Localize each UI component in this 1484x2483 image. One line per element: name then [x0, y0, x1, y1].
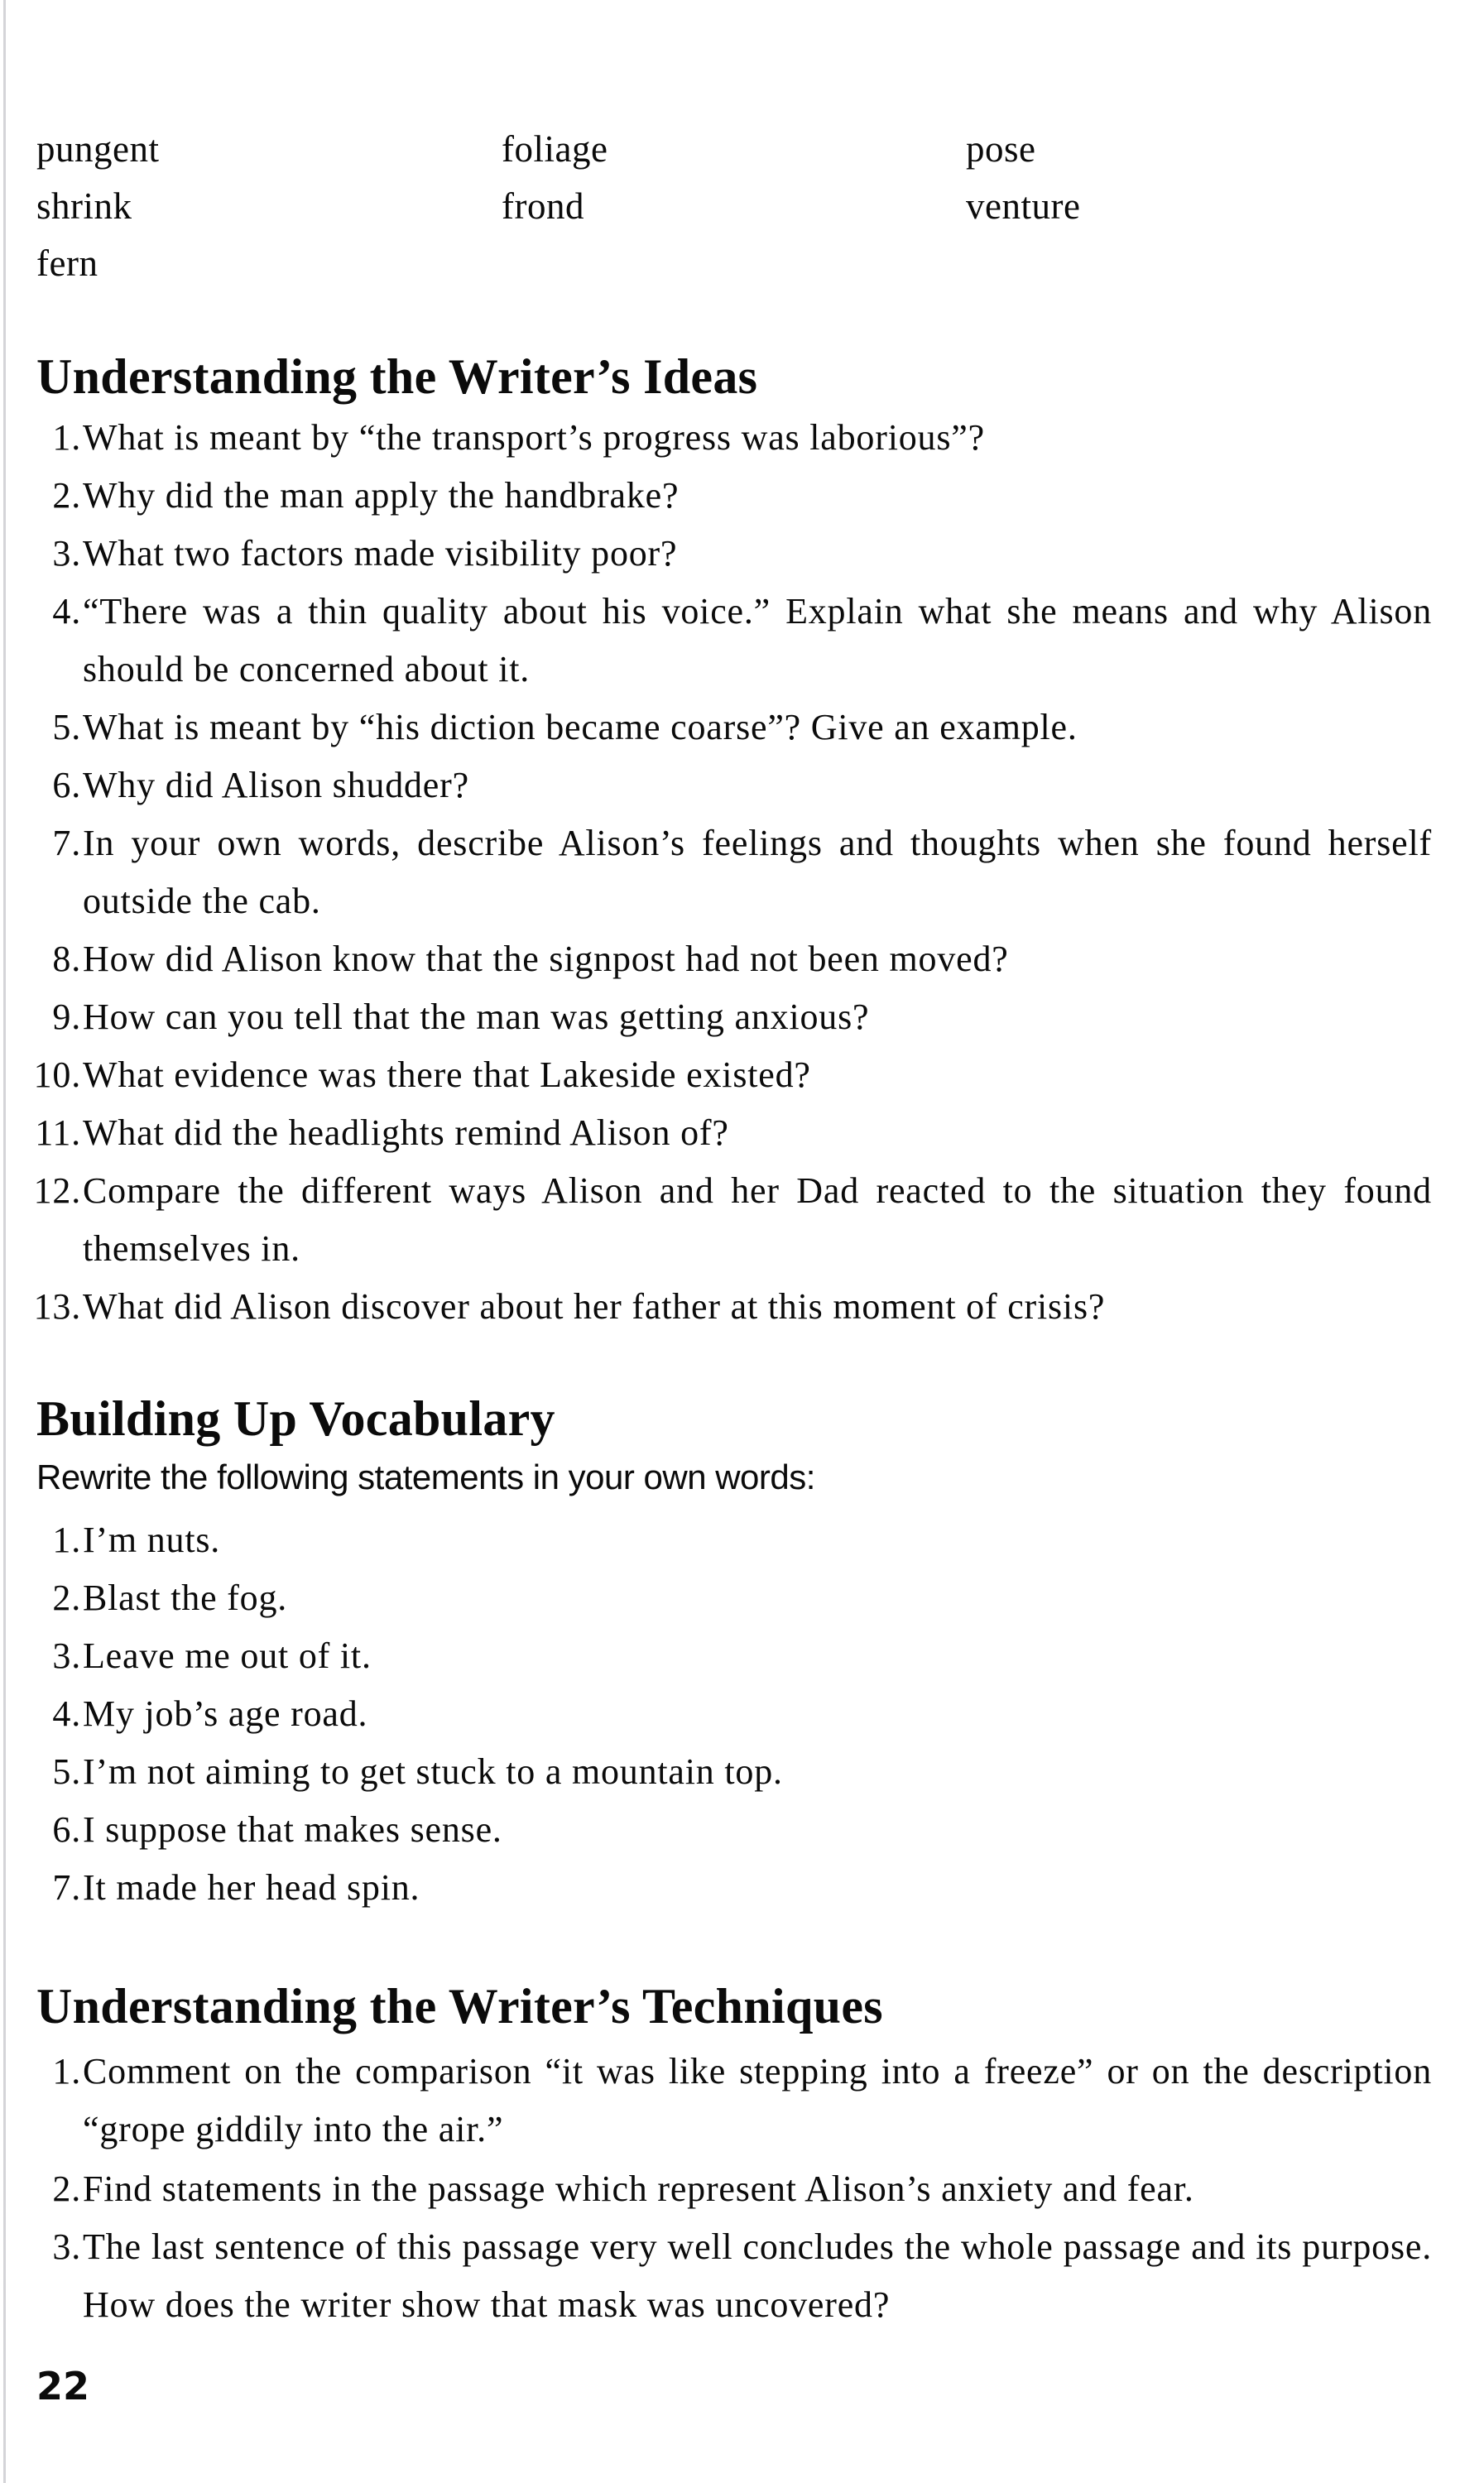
question-text: What two factors made visibility poor?: [83, 533, 678, 574]
section-heading: Building Up Vocabulary: [36, 1391, 555, 1446]
word-item: shrink: [36, 185, 132, 227]
question-item: [0, 930, 1432, 988]
question-text: Comment on the comparison “it was like stepping into a freeze” or on the description “grope giddily into the air.”: [83, 2051, 1432, 2149]
question-item: [0, 2218, 1432, 2334]
question-item: [0, 409, 1432, 467]
statement-number: 5.: [52, 1751, 81, 1792]
question-number: 5.: [52, 707, 81, 747]
statement-item: [0, 1801, 1432, 1859]
statement-item: [0, 1627, 1432, 1685]
question-number: 3.: [52, 2226, 81, 2267]
question-item: [0, 756, 1432, 814]
question-number: 2.: [52, 475, 81, 516]
statement-item: [0, 1859, 1432, 1917]
word-item: pungent: [36, 128, 160, 170]
question-item: [0, 814, 1432, 930]
statement-text: I’m nuts.: [83, 1520, 221, 1560]
question-text: What did Alison discover about her father at this moment of crisis?: [83, 1286, 1106, 1327]
question-item: [0, 2043, 1432, 2159]
question-item: [0, 1162, 1432, 1278]
question-item: [0, 583, 1432, 699]
statement-text: I’m not aiming to get stuck to a mountain top.: [83, 1751, 783, 1792]
statement-number: 2.: [52, 1578, 81, 1618]
word-item: foliage: [502, 128, 608, 170]
question-number: 4.: [52, 591, 81, 632]
statement-text: Leave me out of it.: [83, 1635, 372, 1676]
section-heading: Understanding the Writer’s Ideas: [36, 349, 758, 404]
word-item: pose: [966, 128, 1036, 170]
section-heading: Understanding the Writer’s Techniques: [36, 1979, 883, 2034]
question-number: 11.: [35, 1112, 81, 1153]
question-item: [0, 467, 1432, 525]
question-number: 9.: [52, 997, 81, 1037]
question-text: “There was a thin quality about his voice.” Explain what she means and why Alison should be concerned about it.: [83, 591, 1432, 689]
statement-number: 7.: [52, 1867, 81, 1908]
section-instruction: Rewrite the following statements in your own words:: [36, 1458, 815, 1496]
question-number: 1.: [52, 417, 81, 458]
question-item: [0, 699, 1432, 756]
statement-item: [0, 1685, 1432, 1743]
question-text: Why did Alison shudder?: [83, 765, 469, 805]
question-number: 3.: [52, 533, 81, 574]
statement-item: [0, 1743, 1432, 1801]
question-text: What did the headlights remind Alison of?: [83, 1112, 729, 1153]
question-number: 7.: [52, 823, 81, 863]
question-text: In your own words, describe Alison’s feelings and thoughts when she found herself outside the cab.: [83, 823, 1432, 921]
statement-item: [0, 1511, 1432, 1569]
statement-number: 1.: [52, 1520, 81, 1560]
statement-number: 3.: [52, 1635, 81, 1676]
page-number: 22: [36, 2364, 90, 2409]
question-number: 6.: [52, 765, 81, 805]
word-item: fern: [36, 243, 98, 284]
question-text: How can you tell that the man was getting anxious?: [83, 997, 870, 1037]
question-item: [0, 988, 1432, 1046]
question-number: 8.: [52, 939, 81, 979]
question-text: Why did the man apply the handbrake?: [83, 475, 680, 516]
question-item: [0, 1046, 1432, 1104]
question-number: 12.: [33, 1170, 81, 1211]
question-number: 2.: [52, 2168, 81, 2209]
question-item: [0, 1278, 1432, 1336]
statement-text: Blast the fog.: [83, 1578, 288, 1618]
statement-text: I suppose that makes sense.: [83, 1809, 502, 1850]
statement-text: My job’s age road.: [83, 1693, 368, 1734]
question-number: 10.: [33, 1054, 81, 1095]
question-text: The last sentence of this passage very well concludes the whole passage and its purpose. How does the writer show that mask was uncovered?: [83, 2226, 1432, 2325]
word-item: frond: [502, 185, 584, 227]
question-text: What is meant by “the transport’s progress was laborious”?: [83, 417, 985, 458]
question-number: 13.: [33, 1286, 81, 1327]
question-item: [0, 525, 1432, 583]
question-text: What evidence was there that Lakeside existed?: [83, 1054, 811, 1095]
question-text: How did Alison know that the signpost had not been moved?: [83, 939, 1009, 979]
question-text: Compare the different ways Alison and her Dad reacted to the situation they found themselves in.: [83, 1170, 1432, 1269]
statement-item: [0, 1569, 1432, 1627]
statement-number: 4.: [52, 1693, 81, 1734]
word-item: venture: [966, 185, 1081, 227]
statement-number: 6.: [52, 1809, 81, 1850]
question-number: 1.: [52, 2051, 81, 2092]
statement-text: It made her head spin.: [83, 1867, 420, 1908]
question-item: [0, 2160, 1432, 2218]
question-text: What is meant by “his diction became coarse”? Give an example.: [83, 707, 1078, 747]
question-item: [0, 1104, 1432, 1162]
question-text: Find statements in the passage which represent Alison’s anxiety and fear.: [83, 2168, 1194, 2209]
